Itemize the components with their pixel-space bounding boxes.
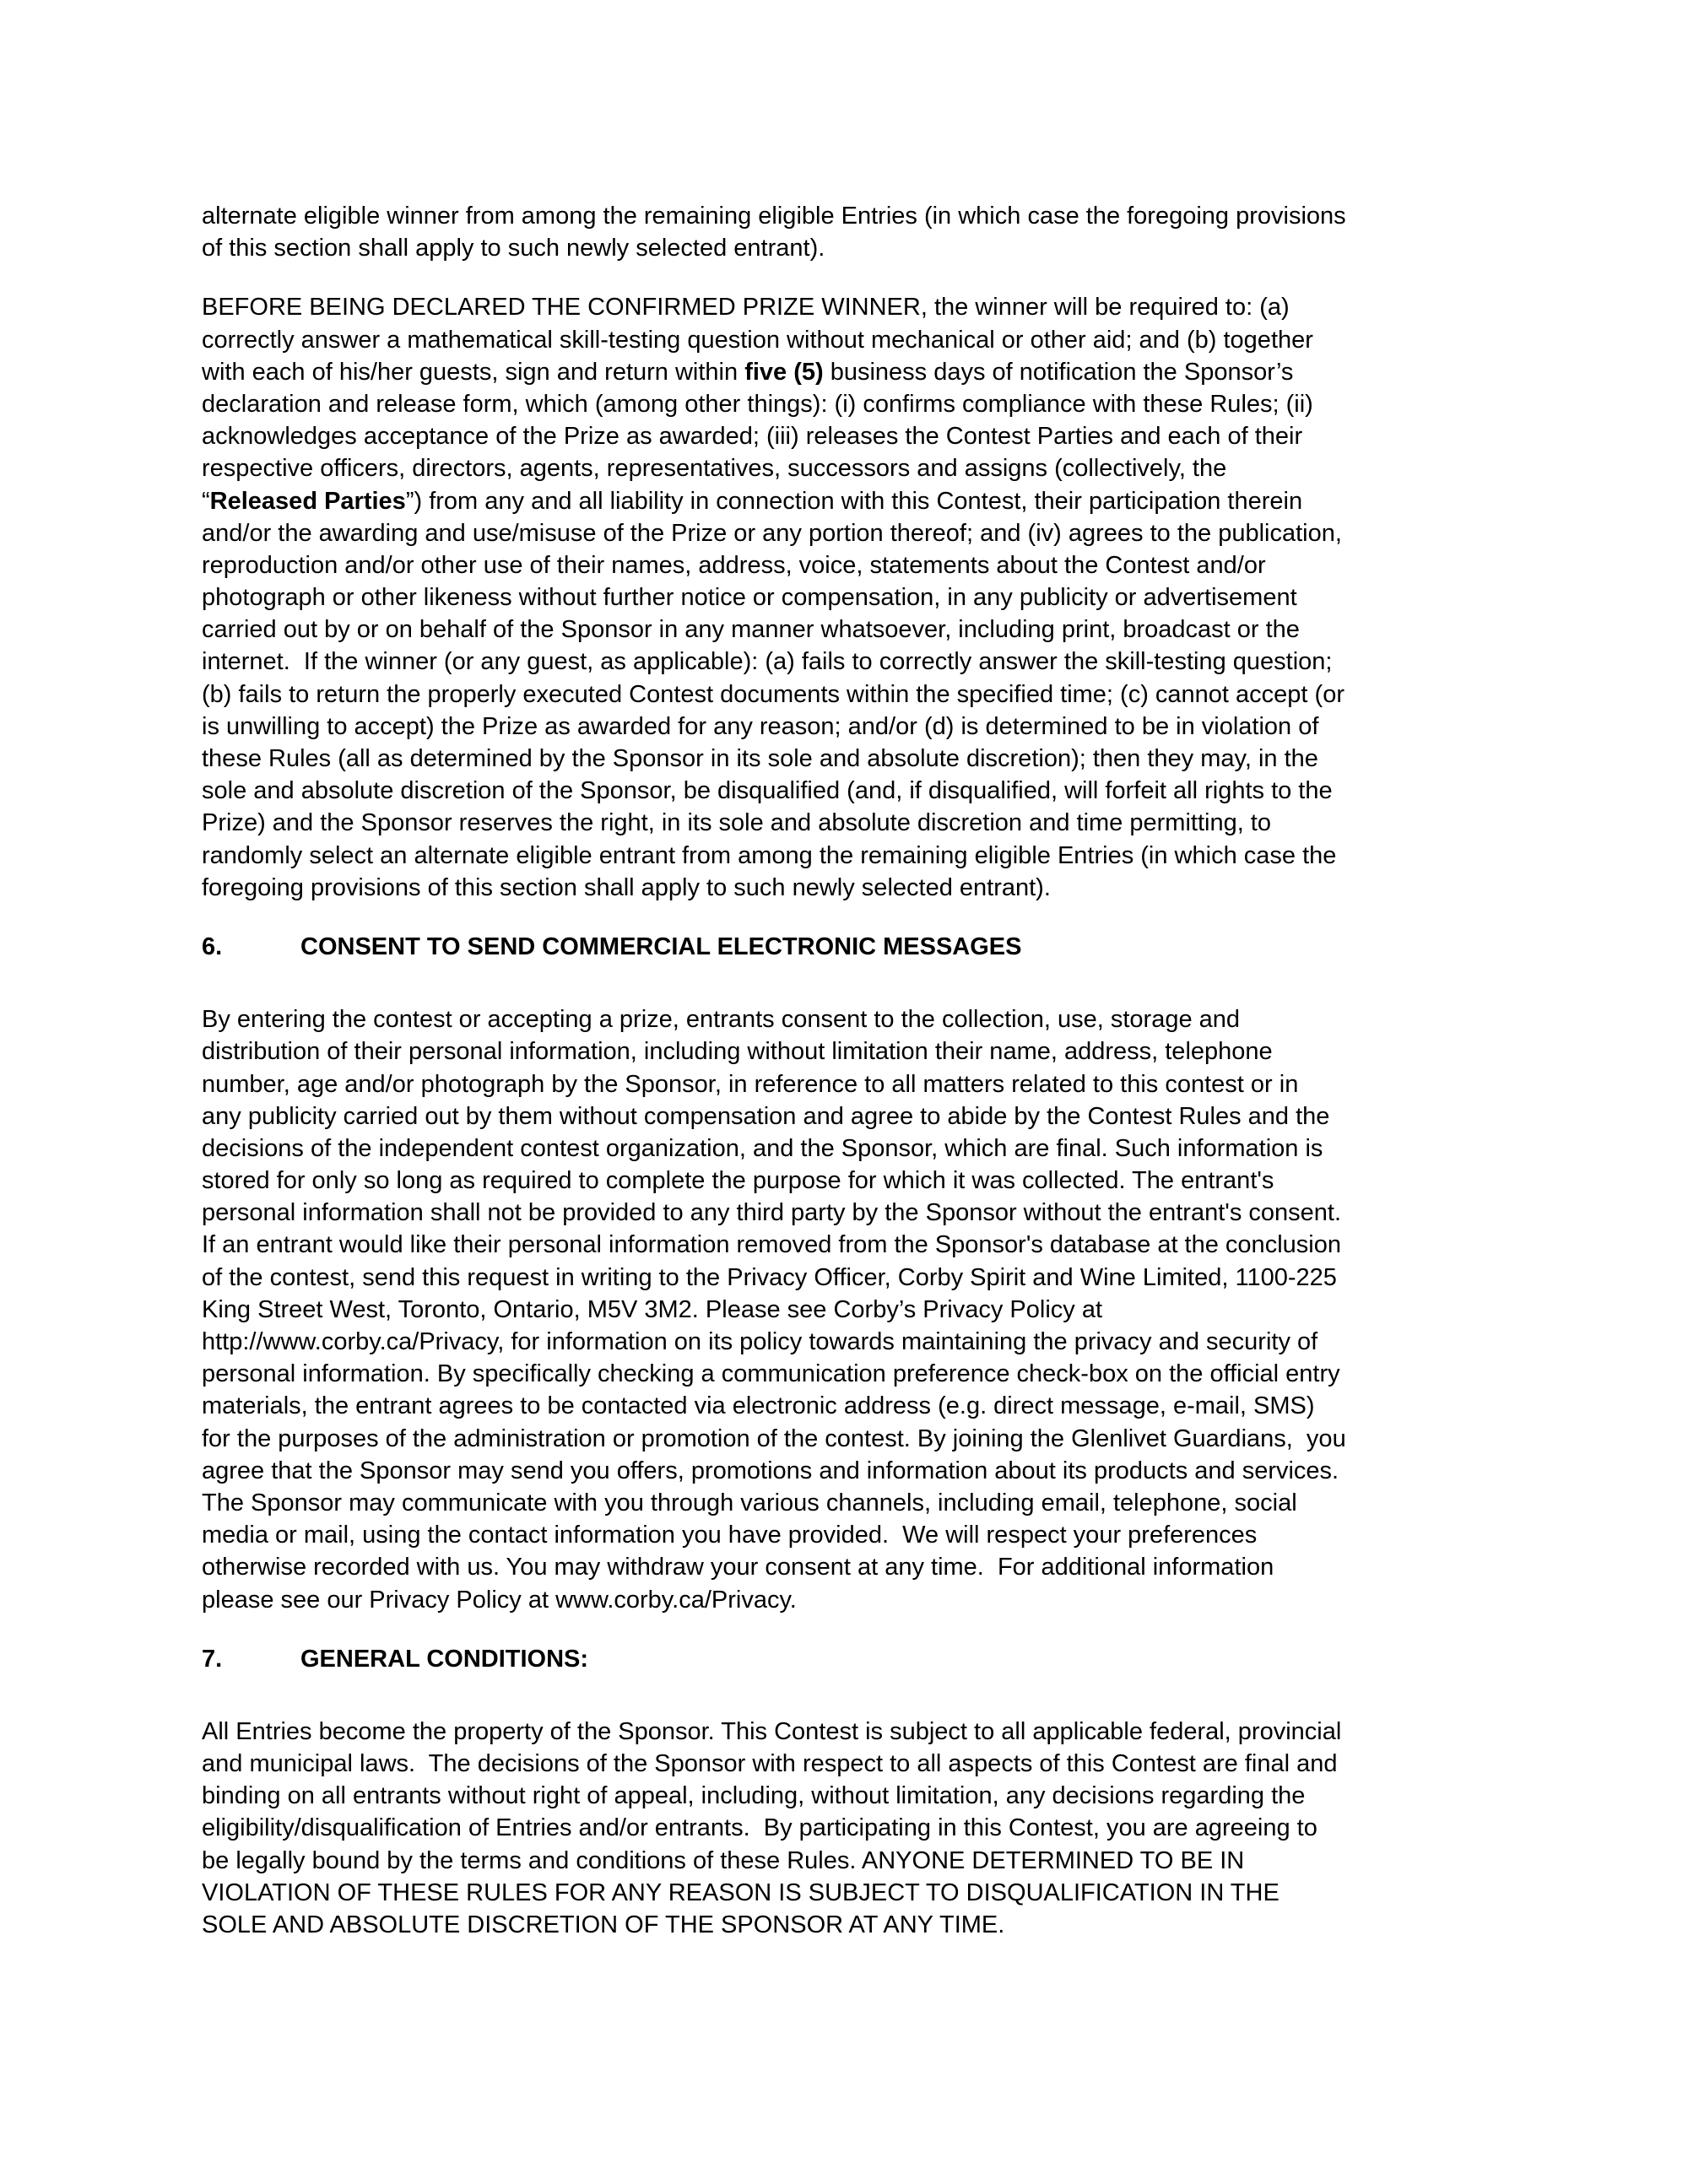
text-segment: “ [202, 487, 210, 515]
text-line [202, 1551, 1496, 1583]
text-segment: for the purposes of the administration or promotion of the contest. By joining the Glenlivet Guardians, you [202, 1424, 1346, 1452]
text-line [202, 1716, 1496, 1748]
section-number: 6. [202, 933, 223, 960]
text-segment: sole and absolute discretion of the Sponsor, be disqualified (and, if disqualified, will forfeit all rights to the [202, 777, 1333, 805]
text-line [202, 775, 1496, 807]
text-line [202, 485, 1496, 517]
text-segment: is unwilling to accept) the Prize as awarded for any reason; and/or (d) is determined to be in violation of [202, 712, 1319, 740]
text-line [202, 232, 1496, 264]
text-line [202, 1100, 1496, 1133]
text-line [202, 1748, 1496, 1780]
text-segment: and/or the awarding and use/misuse of the Prize or any portion thereof; and (iv) agrees to the publication, [202, 519, 1342, 547]
text-segment: (b) fails to return the properly executed Contest documents within the specified time; (c) cannot accept (or [202, 680, 1344, 708]
text-line [202, 1877, 1496, 1909]
text-line [202, 614, 1496, 646]
text-line [202, 420, 1496, 452]
text-line [202, 711, 1496, 743]
text-segment: King Street West, Toronto, Ontario, M5V 3M2. Please see Corby’s Privacy Policy at [202, 1295, 1103, 1323]
bold-text-segment: Released Parties [209, 487, 406, 515]
text-segment: http://www.corby.ca/Privacy, for information on its policy towards maintaining the privacy and security of [202, 1328, 1318, 1355]
text-segment: decisions of the independent contest organization, and the Sponsor, which are final. Such information is [202, 1134, 1323, 1162]
text-line [202, 1068, 1496, 1100]
text-segment: number, age and/or photograph by the Sponsor, in reference to all matters related to this contest or in [202, 1070, 1299, 1098]
text-line [202, 549, 1496, 581]
text-line [202, 678, 1496, 711]
text-segment: please see our Privacy Policy at www.corby.ca/Privacy. [202, 1586, 797, 1614]
para-confirmed-prize-winner [202, 291, 1496, 904]
text-segment: with each of his/her guests, sign and return within [202, 358, 745, 386]
section-title: GENERAL CONDITIONS: [300, 1645, 589, 1673]
text-segment: internet. If the winner (or any guest, as applicable): (a) fails to correctly answer the skill-testing question; [202, 648, 1333, 676]
text-line [202, 1197, 1496, 1229]
text-line [202, 1294, 1496, 1326]
text-segment: All Entries become the property of the Sponsor. This Contest is subject to all applicable federal, provincial [202, 1717, 1342, 1745]
text-line [202, 1035, 1496, 1068]
text-line [202, 324, 1496, 356]
text-line [202, 1487, 1496, 1519]
text-segment: correctly answer a mathematical skill-testing question without mechanical or other aid; and (b) together [202, 326, 1313, 354]
text-line [202, 200, 1496, 232]
bold-text-segment: five (5) [744, 358, 824, 386]
heading-section-7 [202, 1643, 1496, 1675]
text-segment: carried out by or on behalf of the Sponsor in any manner whatsoever, including print, broadcast or the [202, 616, 1300, 644]
text-line [202, 1780, 1496, 1812]
text-segment: distribution of their personal information, including without limitation their name, address, telephone [202, 1038, 1273, 1066]
text-line [202, 1358, 1496, 1390]
text-segment: randomly select an alternate eligible entrant from among the remaining eligible Entries (in which case the [202, 841, 1337, 869]
para-consent-electronic-messages [202, 1003, 1496, 1616]
text-segment: reproduction and/or other use of their names, address, voice, statements about the Contest and/or [202, 551, 1266, 579]
heading-section-6 [202, 931, 1496, 963]
text-line [202, 807, 1496, 839]
text-line [202, 1584, 1496, 1616]
text-segment: personal information. By specifically checking a communication preference check-box on the official entry [202, 1360, 1340, 1388]
text-segment: SOLE AND ABSOLUTE DISCRETION OF THE SPONSOR AT ANY TIME. [202, 1911, 1005, 1938]
text-segment: binding on all entrants without right of appeal, including, without limitation, any decisions regarding the [202, 1782, 1306, 1810]
text-line [202, 1262, 1496, 1294]
text-line [202, 1845, 1496, 1877]
text-segment: acknowledges acceptance of the Prize as awarded; (iii) releases the Contest Parties and each of their [202, 423, 1303, 451]
text-line [202, 1519, 1496, 1551]
text-segment: BEFORE BEING DECLARED THE CONFIRMED PRIZE WINNER, the winner will be required to: (a) [202, 294, 1290, 322]
text-line [202, 388, 1496, 420]
text-line [202, 1909, 1496, 1941]
text-line [202, 1326, 1496, 1358]
text-segment: By entering the contest or accepting a prize, entrants consent to the collection, use, storage and [202, 1006, 1241, 1034]
text-segment: any publicity carried out by them without compensation and agree to abide by the Contest Rules and the [202, 1102, 1330, 1130]
text-segment: agree that the Sponsor may send you offers, promotions and information about its products and services. [202, 1457, 1339, 1484]
para-alternate-winner-continuation [202, 200, 1496, 264]
text-segment: be legally bound by the terms and conditions of these Rules. ANYONE DETERMINED TO BE IN [202, 1846, 1245, 1874]
text-line [202, 872, 1496, 904]
section-title: CONSENT TO SEND COMMERCIAL ELECTRONIC MESSAGES [300, 933, 1022, 960]
text-segment: media or mail, using the contact information you have provided. We will respect your preferences [202, 1522, 1258, 1549]
text-segment: of this section shall apply to such newly selected entrant). [202, 235, 825, 262]
text-line [202, 517, 1496, 549]
text-segment: business days of notification the Sponsor’s [823, 358, 1294, 386]
text-segment: these Rules (all as determined by the Sponsor in its sole and absolute discretion); then they may, in the [202, 745, 1318, 772]
text-segment: personal information shall not be provided to any third party by the Sponsor without the entrant's consent. [202, 1199, 1342, 1227]
text-line [202, 1165, 1496, 1197]
text-line [202, 1229, 1496, 1261]
text-segment: and municipal laws. The decisions of the Sponsor with respect to all aspects of this Contest are final and [202, 1750, 1338, 1778]
text-segment: photograph or other likeness without further notice or compensation, in any publicity or advertisement [202, 584, 1297, 612]
text-segment: eligibility/disqualification of Entries and/or entrants. By participating in this Contest, you are agreeing to [202, 1814, 1317, 1842]
text-segment: of the contest, send this request in writing to the Privacy Officer, Corby Spirit and Wine Limited, 1100-225 [202, 1263, 1337, 1291]
text-segment: Prize) and the Sponsor reserves the right, in its sole and absolute discretion and time permitting, to [202, 809, 1271, 837]
text-segment: materials, the entrant agrees to be contacted via electronic address (e.g. direct message, e-mail, SMS) [202, 1392, 1315, 1420]
text-segment: respective officers, directors, agents, representatives, successors and assigns (collectively, the [202, 455, 1227, 483]
text-segment: VIOLATION OF THESE RULES FOR ANY REASON IS SUBJECT TO DISQUALIFICATION IN THE [202, 1879, 1280, 1906]
text-segment: The Sponsor may communicate with you through various channels, including email, telephone, social [202, 1489, 1297, 1516]
text-segment: stored for only so long as required to complete the purpose for which it was collected. The entrant's [202, 1167, 1274, 1195]
text-line [202, 743, 1496, 775]
text-line [202, 1812, 1496, 1844]
text-segment: alternate eligible winner from among the remaining eligible Entries (in which case the foregoing provisions [202, 203, 1346, 230]
text-segment: otherwise recorded with us. You may withdraw your consent at any time. For additional information [202, 1554, 1274, 1581]
text-line [202, 291, 1496, 323]
text-line [202, 646, 1496, 678]
text-line [202, 1390, 1496, 1422]
text-line [202, 452, 1496, 484]
text-segment: If an entrant would like their personal information removed from the Sponsor's database at the conclusion [202, 1231, 1341, 1259]
section-number: 7. [202, 1645, 223, 1673]
text-line [202, 1455, 1496, 1487]
text-line [202, 356, 1496, 388]
text-line [202, 840, 1496, 872]
text-segment: declaration and release form, which (among other things): (i) confirms compliance with these Rules; (ii) [202, 390, 1313, 418]
text-line [202, 1423, 1496, 1455]
text-line [202, 1133, 1496, 1165]
para-general-conditions [202, 1716, 1496, 1941]
text-segment: ”) from any and all liability in connection with this Contest, their participation therein [405, 487, 1303, 515]
text-segment: foregoing provisions of this section shall apply to such newly selected entrant). [202, 873, 1051, 901]
text-line [202, 1003, 1496, 1035]
text-line [202, 581, 1496, 614]
